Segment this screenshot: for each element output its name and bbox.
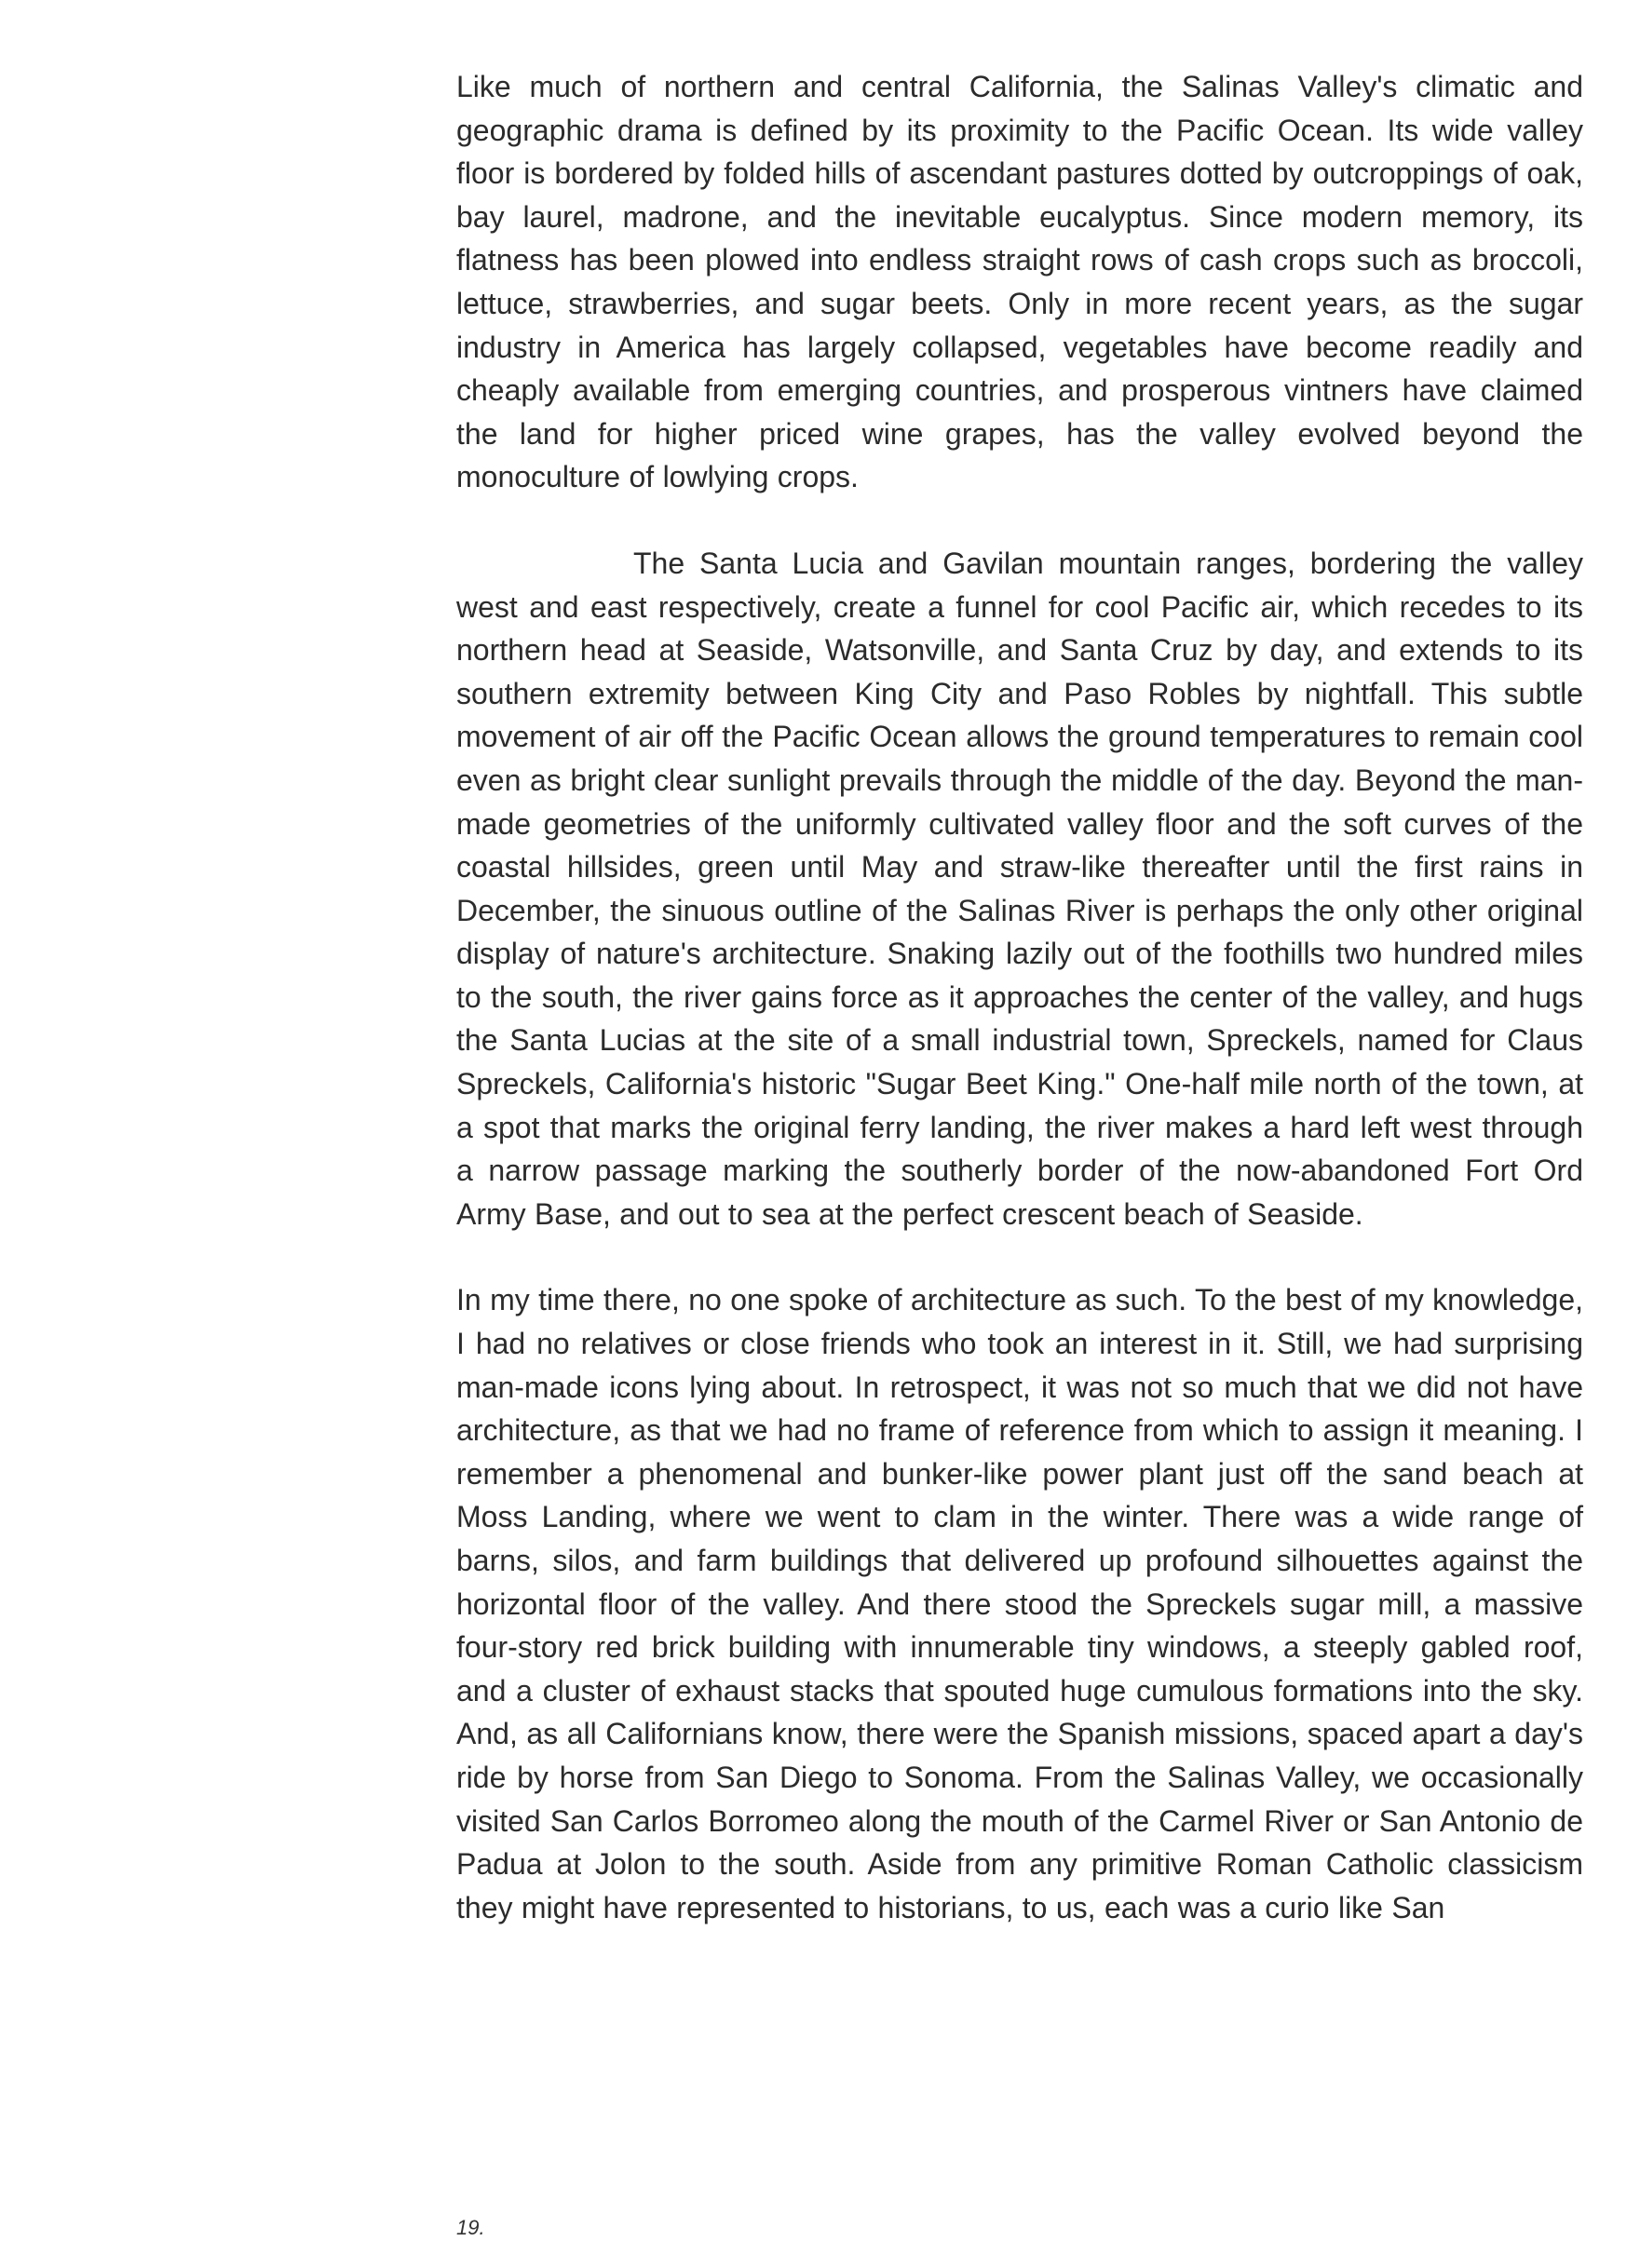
paragraph-mountain-ranges-and-river: The Santa Lucia and Gavilan mountain ranges, bordering the valley west and east respectively, create a funnel for cool Pacific air, which recedes to its northern head at Seaside, Watsonville, and Santa Cruz by day, and extends to its southern extremity between King City and Paso Robles by nightfall. This subtle movement of air off the Pacific Ocean allows the ground temperatures to remain cool even as bright clear sunlight prevails through the middle of the day. Beyond the man-made geometries of the uniformly cultivated valley floor and the soft curves of the coastal hillsides, green until May and straw-like thereafter until the first rains in December, the sinuous outline of the Salinas River is perhaps the only other original display of nature's architecture. Snaking lazily out of the foothills two hundred miles to the south, the river gains force as it approaches the center of the valley, and hugs the Santa Lucias at the site of a small industrial town, Spreckels, named for Claus Spreckels, California's historic "Sugar Beet King." One-half mile north of the town, at a spot that marks the original ferry landing, the river makes a hard left west through a narrow passage marking the southerly border of the now-abandoned Fort Ord Army Base, and out to sea at the perfect crescent beach of Seaside. [456,546,1583,1231]
body-text [456,65,1583,1929]
paragraph-salinas-valley-geography: Like much of northern and central California, the Salinas Valley's climatic and geographic drama is defined by its proximity to the Pacific Ocean. Its wide valley floor is bordered by folded hills of ascendant pastures dotted by outcroppings of oak, bay laurel, madrone, and the inevitable eucalyptus. Since modern memory, its flatness has been plowed into endless straight rows of cash crops such as broccoli, lettuce, strawberries, and sugar beets. Only in more recent years, as the sugar industry in America has largely collapsed, vegetables have become readily and cheaply available from emerging countries, and prosperous vintners have claimed the land for higher priced wine grapes, has the valley evolved beyond the monoculture of lowlying crops. [456,70,1583,494]
page-number: 19. [456,2216,485,2239]
paragraph-architecture-memories: In my time there, no one spoke of architecture as such. To the best of my knowledge, I had no relatives or close friends who took an interest in it. Still, we had surprising man-made icons lying about. In retrospect, it was not so much that we did not have architecture, as that we had no frame of reference from which to assign it meaning. I remember a phenomenal and bunker-like power plant just off the sand beach at Moss Landing, where we went to clam in the winter. There was a wide range of barns, silos, and farm buildings that delivered up profound silhouettes against the horizontal floor of the valley. And there stood the Spreckels sugar mill, a massive four-story red brick building with innumerable tiny windows, a steeply gabled roof, and a cluster of exhaust stacks that spouted huge cumulous formations into the sky. And, as all Californians know, there were the Spanish missions, spaced apart a day's ride by horse from San Diego to Sonoma. From the Salinas Valley, we occasionally visited San Carlos Borromeo along the mouth of the Carmel River or San Antonio de Padua at Jolon to the south. Aside from any primitive Roman Catholic classicism they might have represented to historians, to us, each was a curio like San [456,1283,1583,1924]
